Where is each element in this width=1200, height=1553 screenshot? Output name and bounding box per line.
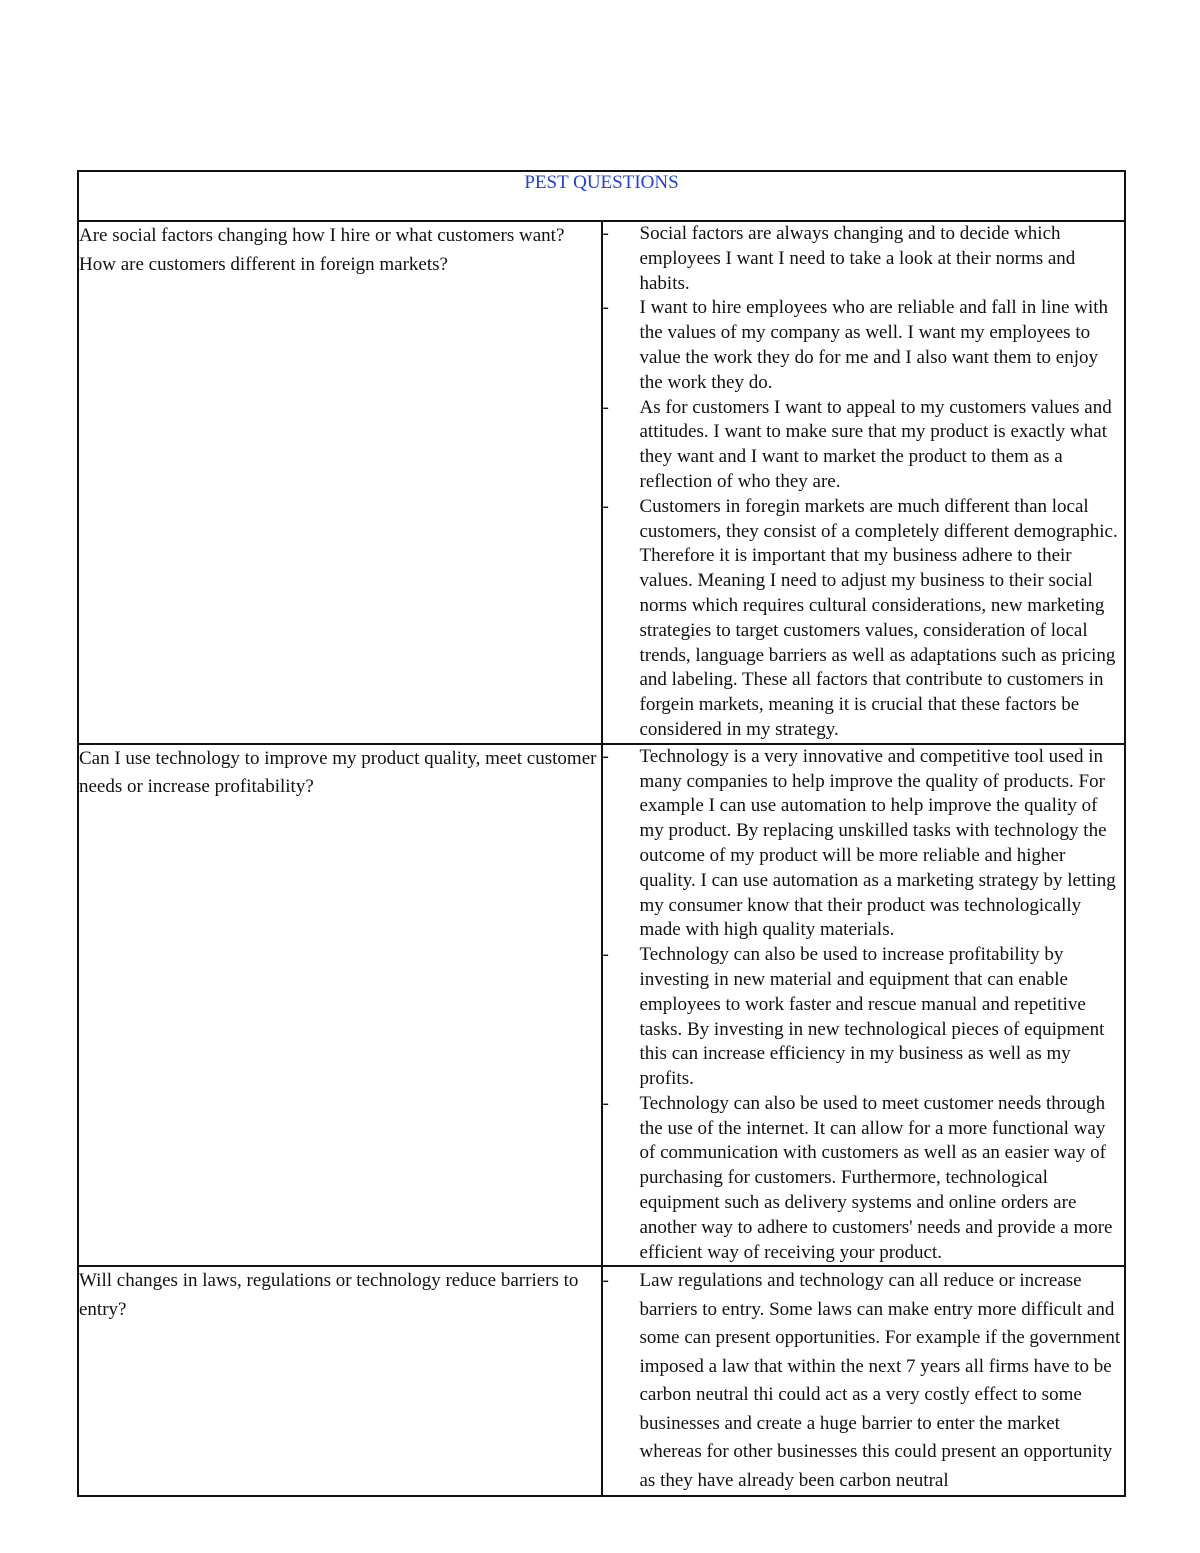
list-item-text: Law regulations and technology can all reduce or increase barriers to entry. Some laws can make entry more difficult and some can present opportunities. For example if the government imposed a law that within the next 7 years all firms have to be carbon neutral thi could act as a very costly effect to some businesses and create a huge barrier to enter the market whereas for other businesses this could present an opportunity as they have already been carbon neutral — [639, 1270, 1121, 1491]
pest-table — [77, 170, 1126, 1497]
answer-cell — [602, 1266, 1126, 1496]
list-item — [603, 222, 1125, 296]
list-item-text: I want to hire employees who are reliable and fall in line with the values of my company as well. I want my employees to value the work they do for me and I also want them to enjoy the work they do. — [639, 297, 1109, 393]
list-item-text: As for customers I want to appeal to my customers values and attitudes. I want to make sure that my product is exactly what they want and I want to market the product to them as a reflection of who they are. — [639, 396, 1112, 492]
bullet-dash: - — [602, 1092, 609, 1114]
list-item-text: Technology can also be used to increase profitability by investing in new material and equipment that can enable employees to work faster and rescue manual and repetitive tasks. By investing in new technological pieces of equipment this can increase efficiency in my business as well as my profits. — [639, 944, 1105, 1090]
table-header-row — [78, 171, 1125, 221]
bullet-dash: - — [602, 223, 609, 244]
list-item — [603, 495, 1125, 743]
table-title: PEST QUESTIONS — [524, 172, 679, 193]
list-item-text: Technology can also be used to meet customer needs through the use of the internet. It can allow for a more functional way of communication with customers as well as an easier way of purchasing for customers. Furthermore, technological equipment such as delivery systems and online orders are another way to adhere to customers' needs and provide a more efficient way of receiving your product. — [639, 1092, 1113, 1263]
question-text: Can I use technology to improve my product quality, meet customer needs or increase profitability? — [79, 747, 597, 798]
question-cell — [78, 221, 602, 744]
list-item — [603, 1092, 1125, 1266]
bullet-dash: - — [602, 944, 609, 966]
question-cell — [78, 1266, 602, 1496]
list-item — [603, 296, 1125, 395]
list-item-text: Technology is a very innovative and competitive tool used in many companies to help improve the quality of products. For example I can use automation to help improve the quality of my product. By replacing unskilled tasks with technology the outcome of my product will be more reliable and higher quality. I can use automation as a marketing strategy by letting my consumer know that their product was technologically made with high quality materials. — [639, 745, 1116, 941]
question-cell — [78, 744, 602, 1267]
list-item — [603, 396, 1125, 495]
answer-list — [603, 1267, 1125, 1495]
question-text: Will changes in laws, regulations or technology reduce barriers to entry? — [79, 1270, 579, 1320]
list-item-text: Social factors are always changing and to decide which employees I want I need to take a look at their norms and habits. — [639, 223, 1076, 294]
table-row — [78, 744, 1125, 1267]
question-text: Are social factors changing how I hire or what customers want? How are customers different in foreign markets? — [79, 225, 565, 275]
answer-cell — [602, 744, 1126, 1267]
answer-cell — [602, 221, 1126, 744]
bullet-dash: - — [602, 1270, 609, 1292]
bullet-dash: - — [602, 745, 609, 767]
bullet-dash: - — [602, 396, 609, 418]
table-row — [78, 221, 1125, 744]
answer-list — [603, 222, 1125, 743]
list-item — [603, 1267, 1125, 1495]
bullet-dash: - — [602, 297, 609, 319]
bullet-dash: - — [602, 495, 609, 517]
table-title-cell — [78, 171, 1125, 221]
table-row — [78, 1266, 1125, 1496]
list-item — [603, 745, 1125, 943]
list-item-text: Customers in foregin markets are much different than local customers, they consist of a completely different demographic. Therefore it is important that my business adhere to their values. Meaning I need to adjust my business to their social norms which requires cultural considerations, new marketing strategies to target customers values, consideration of local trends, language barriers as well as adaptations such as pricing and labeling. These all factors that contribute to customers in forgein markets, meaning it is crucial that these factors be considered in my strategy. — [639, 495, 1118, 740]
list-item — [603, 943, 1125, 1092]
answer-list — [603, 745, 1125, 1266]
